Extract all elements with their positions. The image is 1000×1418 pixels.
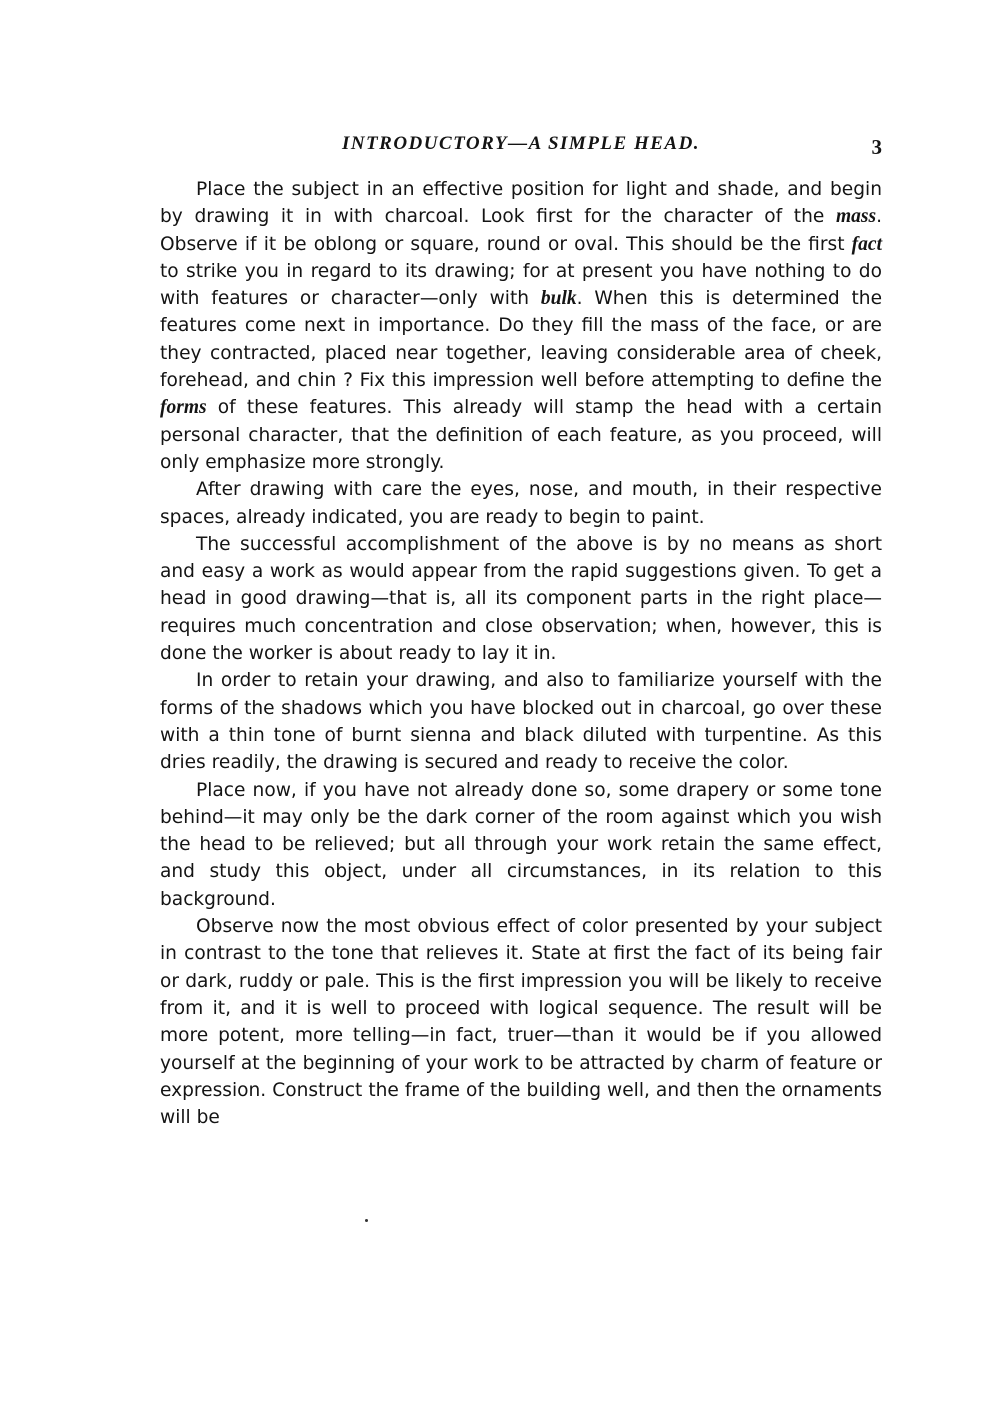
print-speck [365,1219,368,1222]
paragraph-text: Place now, if you have not already done so, some drapery or some tone behind—it may only be the dark corner of the room against which you wish the head to be relieved; but all through your work retain the same effect, and study this object, under all circumstances, in its relation to this background. [160,779,882,910]
paragraph-text: . Observe if it be oblong or square, round or oval. This should be the first [160,206,882,255]
paragraph [160,531,882,667]
paragraph [160,176,882,476]
paragraph [160,476,882,531]
paragraph-text: . When this is determined the features come next in importance. Do they fill the mass of the face, or are they contracted, placed near together, leaving considerable area of cheek, forehead, and chin ? Fix this impression well before attempting to define the [160,288,883,392]
paragraph-text: to strike you in regard to its drawing; for at present you have nothing to do with features or character—only with [160,260,882,310]
paragraph [160,667,882,776]
page-number: 3 [871,135,882,159]
emphasis-text: fact [851,233,882,255]
emphasis-text: bulk [540,288,577,310]
paragraph [160,913,882,1131]
paragraph-text: Observe now the most obvious effect of color presented by your subject in contrast to the tone that relieves it. State at first the fact of its being fair or dark, ruddy or pale. This is the first impression you will be likely to receive from it, and it is well to proceed with logical sequence. The result will be more potent, more telling—in fact, truer—than it would be if you allowed yourself at the beginning of your work to be attracted by charm of feature or expression. Construct the frame of the building well, and then the ornaments will be [160,916,882,1129]
paragraph-text: In order to retain your drawing, and also to familiarize yourself with the forms of the shadows which you have blocked out in charcoal, go over these with a thin tone of burnt sienna and black diluted with turpentine. As this dries readily, the drawing is secured and ready to receive the color. [160,670,882,774]
paragraph-text: After drawing with care the eyes, nose, and mouth, in their respective spaces, already indicated, you are ready to begin to paint. [160,479,882,528]
body-text [160,176,882,1131]
chapter-title: INTRODUCTORY—A SIMPLE HEAD. [341,133,701,154]
paragraph-text: of these features. This already will stamp the head with a certain personal character, that the definition of each feature, as you proceed, will only emphasize more strongly. [160,397,882,473]
paragraph-text: Place the subject in an effective position for light and shade, and begin by drawing it in with charcoal. Look first for the character of the [160,179,882,228]
emphasis-text: forms [160,397,207,419]
running-head [160,133,882,161]
paragraph [160,777,882,913]
emphasis-text: mass [835,206,877,228]
paragraph-text: The successful accomplishment of the above is by no means as short and easy a work as would appear from the rapid suggestions given. To get a head in good drawing—that is, all its component parts in the right place—requires much concentration and close observation; when, however, this is done the worker is about ready to lay it in. [160,533,882,665]
